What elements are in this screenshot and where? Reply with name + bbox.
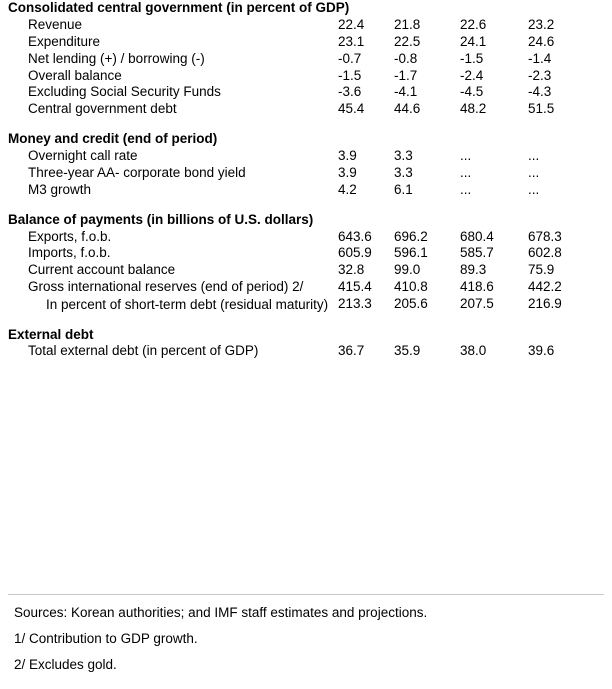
row-label: Imports, f.o.b.	[28, 245, 111, 261]
row-label: Central government debt	[28, 101, 177, 117]
row-value: 22.5	[394, 33, 421, 49]
row-label: Gross international reserves (end of period) 2/	[28, 279, 304, 295]
footnote-divider	[8, 594, 604, 595]
row-value: ...	[528, 164, 540, 180]
table-row	[8, 262, 604, 279]
row-value: -0.7	[338, 50, 362, 66]
row-value: 45.4	[338, 101, 365, 117]
row-value: 22.6	[460, 16, 487, 32]
row-value: 3.3	[394, 164, 413, 180]
row-value: 75.9	[528, 262, 555, 278]
row-value: ...	[460, 164, 472, 180]
section-title: Balance of payments (in billions of U.S. dollars)	[8, 211, 314, 227]
footnote-2: 2/ Excludes gold.	[14, 657, 117, 673]
table-row	[8, 343, 604, 360]
row-value: 22.4	[338, 16, 365, 32]
row-label: Revenue	[28, 16, 83, 32]
footnote-1: 1/ Contribution to GDP growth.	[14, 631, 198, 647]
row-value: -1.4	[528, 50, 552, 66]
table-row	[8, 148, 604, 165]
row-value: -2.4	[460, 67, 484, 83]
section-title: External debt	[8, 326, 94, 342]
row-label: Overall balance	[28, 67, 122, 83]
row-value: 418.6	[460, 279, 494, 295]
statistics-table	[8, 0, 604, 360]
row-label: Three-year AA- corporate bond yield	[28, 164, 246, 180]
table-row	[8, 101, 604, 118]
row-value: 696.2	[394, 228, 428, 244]
row-value: -1.5	[460, 50, 484, 66]
row-value: 23.2	[528, 16, 555, 32]
row-value: 596.1	[394, 245, 428, 261]
row-value: 99.0	[394, 262, 421, 278]
row-value: 678.3	[528, 228, 562, 244]
row-value: 216.9	[528, 296, 562, 311]
row-value: 605.9	[338, 245, 372, 261]
row-value: 585.7	[460, 245, 494, 261]
table-row	[8, 34, 604, 51]
section-spacer	[8, 118, 604, 131]
row-label: Excluding Social Security Funds	[28, 84, 221, 100]
table-row	[8, 296, 604, 314]
row-value: 643.6	[338, 228, 372, 244]
table-row	[8, 165, 604, 182]
row-value: 207.5	[460, 296, 494, 311]
section-title: Money and credit (end of period)	[8, 131, 218, 147]
row-value: 32.8	[338, 262, 365, 278]
row-value: -3.6	[338, 84, 362, 100]
footnotes	[8, 594, 604, 689]
row-value: 3.9	[338, 148, 357, 163]
section-header-row	[8, 327, 604, 344]
section-header-row	[8, 131, 604, 148]
table-body	[8, 0, 604, 360]
row-label: Expenditure	[28, 33, 101, 49]
table-row	[8, 229, 604, 246]
row-value: 48.2	[460, 101, 487, 117]
row-value: -1.5	[338, 67, 362, 83]
section-spacer	[8, 199, 604, 212]
row-label: Exports, f.o.b.	[28, 228, 112, 244]
row-value: 4.2	[338, 181, 357, 197]
row-value: 39.6	[528, 343, 555, 359]
row-label: Current account balance	[28, 262, 176, 278]
table-row	[8, 84, 604, 101]
row-label: M3 growth	[28, 181, 92, 197]
row-value: 24.6	[528, 33, 555, 49]
row-value: 442.2	[528, 279, 562, 295]
row-value: 51.5	[528, 101, 555, 117]
row-value: 205.6	[394, 296, 428, 311]
row-value: 3.3	[394, 148, 413, 163]
row-value: -2.3	[528, 67, 552, 83]
row-value: 23.1	[338, 33, 365, 49]
row-value: -4.5	[460, 84, 484, 100]
row-value: 38.0	[460, 343, 487, 359]
row-value: 680.4	[460, 228, 494, 244]
table-row	[8, 51, 604, 68]
table-row	[8, 17, 604, 34]
row-label: Net lending (+) / borrowing (-)	[28, 50, 205, 66]
row-value: ...	[460, 181, 472, 197]
row-value: 6.1	[394, 181, 413, 197]
row-value: 415.4	[338, 279, 372, 295]
row-value: ...	[528, 181, 540, 197]
row-value: 21.8	[394, 16, 421, 32]
section-title: Consolidated central government (in percent of GDP)	[8, 0, 350, 15]
table-row	[8, 182, 604, 199]
row-value: 24.1	[460, 33, 487, 49]
row-value: 44.6	[394, 101, 421, 117]
row-value: ...	[460, 148, 472, 163]
row-value: -4.3	[528, 84, 552, 100]
row-label: Overnight call rate	[28, 148, 138, 163]
section-header-row	[8, 0, 604, 17]
row-value: 213.3	[338, 296, 372, 311]
section-header-row	[8, 212, 604, 229]
row-value: 36.7	[338, 343, 365, 359]
source-note: Sources: Korean authorities; and IMF staff estimates and projections.	[14, 605, 428, 621]
table-row	[8, 68, 604, 85]
row-value: 3.9	[338, 164, 357, 180]
section-spacer	[8, 314, 604, 327]
row-label: Total external debt (in percent of GDP)	[28, 343, 259, 359]
row-value: -0.8	[394, 50, 418, 66]
row-value: -4.1	[394, 84, 418, 100]
row-value: ...	[528, 148, 540, 163]
table-row	[8, 279, 604, 296]
row-value: 602.8	[528, 245, 562, 261]
row-value: 35.9	[394, 343, 421, 359]
row-label: In percent of short-term debt (residual maturity)	[46, 297, 329, 312]
row-value: 89.3	[460, 262, 487, 278]
table-row	[8, 245, 604, 262]
row-value: 410.8	[394, 279, 428, 295]
row-value: -1.7	[394, 67, 418, 83]
